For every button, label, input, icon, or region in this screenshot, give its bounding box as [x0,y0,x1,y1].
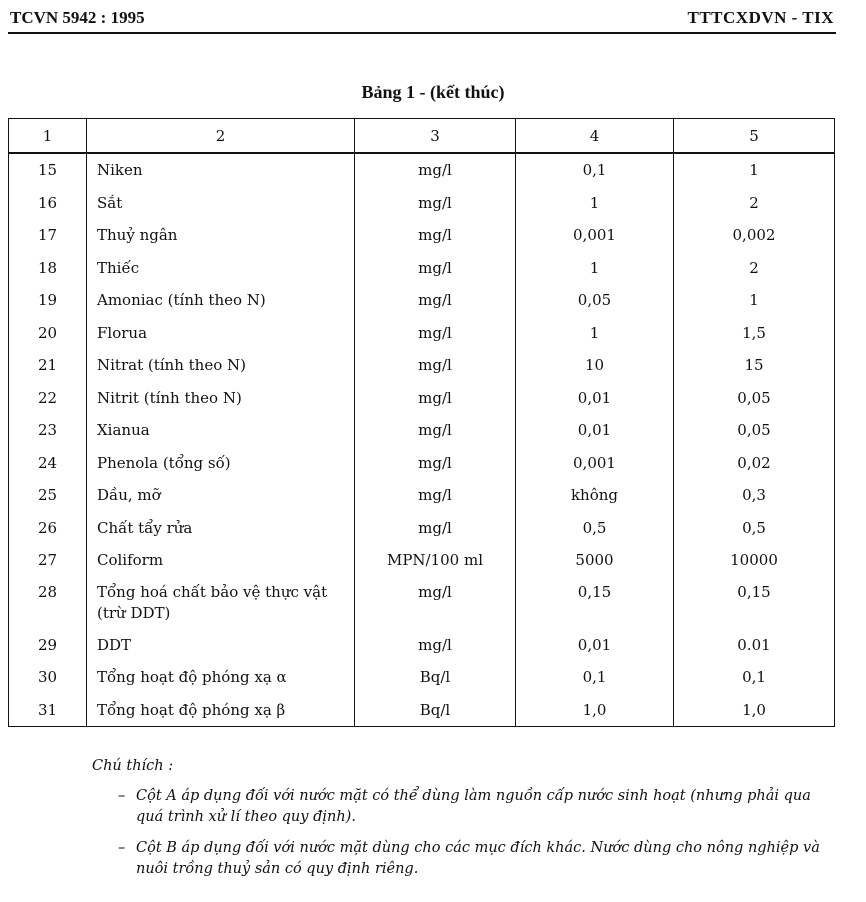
table-row [9,577,835,629]
unit: mg/l [355,447,516,480]
parameter-name: Florua [87,317,355,350]
row-number: 21 [9,349,87,382]
table-row [9,382,835,415]
note-dash: – [118,788,126,804]
value-column-a: 0,1 [516,661,674,694]
table-row [9,544,835,577]
parameter-name: Nitrit (tính theo N) [87,382,355,415]
value-column-b: 0,002 [674,219,835,252]
table-body [9,153,835,727]
unit: Bq/l [355,694,516,727]
parameter-name: Amoniac (tính theo N) [87,284,355,317]
value-column-b: 10000 [674,544,835,577]
table-header-row [9,119,835,154]
row-number: 20 [9,317,87,350]
row-number: 27 [9,544,87,577]
parameter-name: Thiếc [87,252,355,285]
table-row [9,661,835,694]
unit: mg/l [355,512,516,545]
value-column-a: 0,01 [516,629,674,662]
row-number: 22 [9,382,87,415]
value-column-b: 1,0 [674,694,835,727]
table-row [9,349,835,382]
row-number: 25 [9,479,87,512]
unit: Bq/l [355,661,516,694]
row-number: 19 [9,284,87,317]
note-item [92,838,837,880]
unit: mg/l [355,219,516,252]
value-column-b: 2 [674,187,835,220]
value-column-a: 0,5 [516,512,674,545]
table-row [9,629,835,662]
value-column-a: 0,01 [516,382,674,415]
table-row [9,317,835,350]
value-column-a: 10 [516,349,674,382]
column-header: 2 [87,119,355,154]
column-header: 5 [674,119,835,154]
parameter-name: Sắt [87,187,355,220]
row-number: 28 [9,577,87,629]
value-column-a: 0,001 [516,447,674,480]
value-column-a: 1 [516,187,674,220]
parameter-name: Tổng hoạt độ phóng xạ α [87,661,355,694]
table-row [9,153,835,187]
row-number: 18 [9,252,87,285]
column-header: 4 [516,119,674,154]
value-column-b: 0,5 [674,512,835,545]
value-column-a: 0,15 [516,577,674,629]
value-column-b: 15 [674,349,835,382]
value-column-b: 0,05 [674,414,835,447]
table-row [9,447,835,480]
value-column-a: 0,05 [516,284,674,317]
column-header: 3 [355,119,516,154]
table-row [9,187,835,220]
value-column-a: 0,01 [516,414,674,447]
value-column-b: 0,1 [674,661,835,694]
value-column-a: 1,0 [516,694,674,727]
publisher-code: TTTCXDVN - TIX [687,8,834,27]
table-row [9,512,835,545]
page-header [8,6,836,34]
table-caption: Bảng 1 - (kết thúc) [361,82,505,102]
table-row [9,694,835,727]
value-column-a: 0,001 [516,219,674,252]
parameter-name: Thuỷ ngân [87,219,355,252]
row-number: 30 [9,661,87,694]
row-number: 16 [9,187,87,220]
value-column-a: 1 [516,317,674,350]
table-row [9,414,835,447]
parameter-name: DDT [87,629,355,662]
unit: mg/l [355,414,516,447]
note-text: Cột B áp dụng đối với nước mặt dùng cho các mục đích khác. Nước dùng cho nông nghiệp và nuôi trồng thuỷ sản có quy định riêng. [136,840,820,877]
row-number: 29 [9,629,87,662]
value-column-b: 0,3 [674,479,835,512]
unit: mg/l [355,577,516,629]
notes-title: Chú thích : [92,758,174,774]
standard-code: TCVN 5942 : 1995 [10,8,145,27]
parameter-name: Tổng hoạt độ phóng xạ β [87,694,355,727]
value-column-b: 0.01 [674,629,835,662]
row-number: 26 [9,512,87,545]
unit: mg/l [355,479,516,512]
value-column-b: 1 [674,153,835,187]
value-column-a: 0,1 [516,153,674,187]
parameter-name: Chất tẩy rửa [87,512,355,545]
value-column-a: không [516,479,674,512]
table-row [9,252,835,285]
unit: mg/l [355,187,516,220]
unit: mg/l [355,153,516,187]
unit: mg/l [355,382,516,415]
note-text: Cột A áp dụng đối với nước mặt có thể dùng làm nguồn cấp nước sinh hoạt (nhưng phải qua quá trình xử lí theo quy định). [136,788,811,825]
value-column-b: 0,05 [674,382,835,415]
row-number: 24 [9,447,87,480]
row-number: 23 [9,414,87,447]
parameter-name: Coliform [87,544,355,577]
parameter-name: Xianua [87,414,355,447]
row-number: 15 [9,153,87,187]
unit: MPN/100 ml [355,544,516,577]
notes-section [92,758,837,890]
note-dash: – [118,840,126,856]
table-row [9,219,835,252]
value-column-b: 0,02 [674,447,835,480]
note-item [92,786,837,828]
value-column-b: 1 [674,284,835,317]
parameter-name: Tổng hoá chất bảo vệ thực vật (trừ DDT) [87,577,355,629]
parameter-name: Nitrat (tính theo N) [87,349,355,382]
row-number: 31 [9,694,87,727]
column-header: 1 [9,119,87,154]
parameter-name: Phenola (tổng số) [87,447,355,480]
value-column-b: 2 [674,252,835,285]
unit: mg/l [355,252,516,285]
parameter-name: Dầu, mỡ [87,479,355,512]
value-column-a: 1 [516,252,674,285]
unit: mg/l [355,349,516,382]
table-row [9,479,835,512]
unit: mg/l [355,317,516,350]
value-column-a: 5000 [516,544,674,577]
unit: mg/l [355,629,516,662]
row-number: 17 [9,219,87,252]
value-column-b: 1,5 [674,317,835,350]
water-quality-table [8,118,835,727]
value-column-b: 0,15 [674,577,835,629]
table-row [9,284,835,317]
parameter-name: Niken [87,153,355,187]
unit: mg/l [355,284,516,317]
